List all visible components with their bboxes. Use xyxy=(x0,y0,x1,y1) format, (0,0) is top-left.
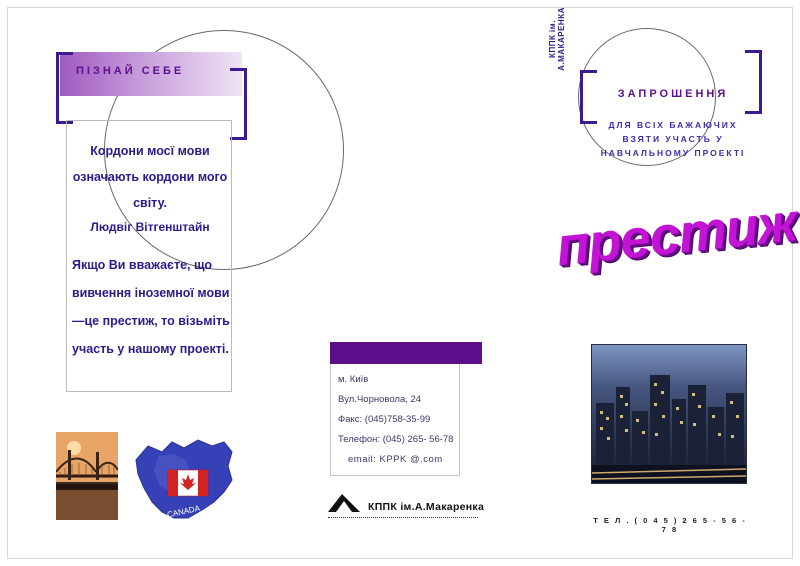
organization-logo xyxy=(326,492,486,518)
address-lines xyxy=(338,370,488,470)
logo-text: КППК ім.А.Макаренка xyxy=(368,501,485,513)
city-night-photo xyxy=(591,344,747,484)
svg-text:CANADA: CANADA xyxy=(166,503,201,520)
bracket-right-panel-left-icon xyxy=(580,70,597,124)
address-line-fax: Факс: (045)758-35-99 xyxy=(338,414,431,425)
right-panel-phone: Т Е Л . ( 0 4 5 ) 2 6 5 - 5 6 - 7 8 xyxy=(593,516,747,534)
address-line-email: email: KPPK @.com xyxy=(348,454,443,465)
address-line-city: м. Київ xyxy=(338,374,369,385)
invitation-subtitle: ДЛЯ ВСІХ БАЖАЮЧИХ ВЗЯТИ УЧАСТЬ У НАВЧАЛЬНОМУ ПРОЕКТІ xyxy=(600,120,746,158)
logo-mark-icon xyxy=(326,492,362,514)
bridge-photo xyxy=(56,432,118,520)
headline-prestige: престиж xyxy=(553,192,799,278)
left-panel-heading: ПІЗНАЙ СЕБЕ xyxy=(76,65,185,77)
logo-divider xyxy=(328,517,478,518)
paper-sheet xyxy=(8,7,799,558)
address-line-phone: Телефон: (045) 265- 56-78 xyxy=(338,434,454,445)
bracket-right-panel-right-icon xyxy=(745,50,762,114)
quote-author: Людвіг Вітгенштайн xyxy=(90,220,210,234)
left-panel-body-text: Якщо Ви вважаєте, що вивчення іноземної мови—це престиж, то візьміть участь у нашому проекті. xyxy=(72,258,230,356)
bracket-right-icon xyxy=(230,68,247,140)
vertical-org-label: КППК ім. А.МАКАРЕНКА xyxy=(548,7,566,71)
quote-text: Кордони мосї мови означають кордони мого світу. xyxy=(72,144,228,210)
invitation-title: ЗАПРОШЕННЯ xyxy=(617,88,729,100)
canada-map-image xyxy=(128,426,240,530)
address-line-street: Вул.Чорновола, 24 xyxy=(338,394,422,405)
bracket-left-icon xyxy=(56,52,73,124)
address-header-bar xyxy=(330,342,482,364)
